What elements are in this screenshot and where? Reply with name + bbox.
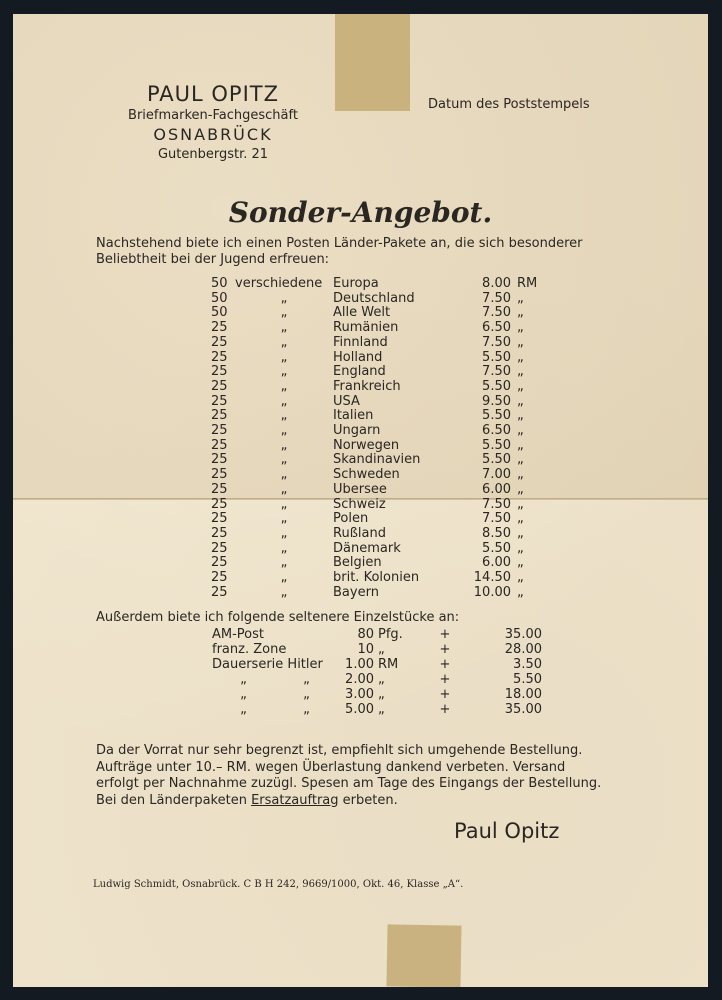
extra-item-plus: +	[439, 702, 451, 717]
package-price: 6.00	[482, 556, 511, 571]
package-count: 25	[211, 585, 228, 600]
extra-item-price: 5.50	[513, 672, 542, 687]
package-count: 50	[211, 277, 228, 291]
package-price: 14.50	[473, 571, 511, 586]
package-unit: „	[517, 335, 524, 350]
package-unit: „	[517, 365, 524, 380]
package-price: 5.50	[482, 350, 511, 365]
extra-item-plus: +	[439, 687, 451, 702]
package-description: „	[280, 365, 288, 380]
package-description: „	[280, 350, 288, 365]
package-description: „	[280, 453, 288, 468]
package-description: „	[280, 585, 288, 600]
package-country: Alle Welt	[333, 306, 391, 321]
package-unit: „	[517, 291, 524, 306]
package-count: 25	[211, 438, 228, 453]
package-price: 8.50	[482, 526, 511, 541]
paper-sheet	[13, 14, 708, 987]
closing-line-4	[96, 793, 676, 810]
package-price: 7.50	[482, 512, 511, 527]
tape-strip-bottom	[386, 924, 461, 987]
extra-item-face-value: 1.00	[345, 657, 374, 672]
package-unit: „	[517, 321, 524, 336]
closing-text	[96, 743, 676, 809]
package-country: Rumänien	[333, 321, 399, 336]
package-price: 7.50	[482, 497, 511, 512]
package-count: 25	[211, 468, 228, 483]
extra-item-name-cell	[212, 657, 338, 672]
package-unit: „	[517, 497, 524, 512]
package-unit: „	[517, 350, 524, 365]
package-unit: „	[517, 453, 524, 468]
package-country: Ungarn	[333, 424, 381, 439]
package-description: „	[280, 424, 288, 439]
package-list	[211, 277, 556, 600]
package-count: 25	[211, 571, 228, 586]
package-country: Bayern	[333, 585, 379, 600]
extra-item-unit: „	[378, 687, 385, 702]
tape-strip-top	[335, 14, 410, 111]
package-description: „	[280, 541, 288, 556]
package-unit: RM	[517, 277, 538, 291]
package-price: 7.50	[482, 365, 511, 380]
package-description: „	[280, 394, 288, 409]
extra-item-name: franz. Zone	[212, 642, 287, 657]
package-country: Holland	[333, 350, 383, 365]
closing-line-2: Aufträge unter 10.– RM. wegen Überlastung dankend verbeten. Versand	[96, 759, 566, 775]
package-country: Italien	[333, 409, 374, 424]
package-description: „	[280, 409, 288, 424]
package-price: 7.50	[482, 306, 511, 321]
package-description: „	[280, 526, 288, 541]
extra-item-face-value: 80	[357, 627, 374, 642]
extra-item-price: 3.50	[513, 657, 542, 672]
extra-item-unit: „	[378, 642, 385, 657]
package-count: 25	[211, 365, 228, 380]
extra-item-plus: +	[439, 627, 451, 642]
package-price: 7.50	[482, 335, 511, 350]
package-count: 25	[211, 497, 228, 512]
extra-item-name-cell	[212, 627, 338, 642]
business-type: Briefmarken-Fachgeschäft	[128, 108, 298, 123]
package-country: USA	[333, 394, 360, 409]
package-description: „	[280, 482, 288, 497]
package-count: 25	[211, 409, 228, 424]
extra-item-ditto-2: „	[303, 687, 310, 702]
package-country: Skandinavien	[333, 453, 421, 468]
city: OSNABRÜCK	[153, 125, 273, 144]
extra-item-name-cell	[212, 702, 338, 717]
extra-item-price: 28.00	[504, 642, 542, 657]
package-count: 25	[211, 335, 228, 350]
company-name: PAUL OPITZ	[146, 82, 280, 106]
package-description: „	[280, 335, 288, 350]
package-count: 25	[211, 512, 228, 527]
package-unit: „	[517, 482, 524, 497]
extra-item-plus: +	[439, 657, 451, 672]
package-unit: „	[517, 512, 524, 527]
extra-item-plus: +	[439, 672, 451, 687]
extra-item-price: 18.00	[504, 687, 542, 702]
extra-item-ditto-1: „	[240, 672, 247, 687]
package-unit: „	[517, 409, 524, 424]
extra-item-price: 35.00	[504, 702, 542, 717]
package-price: 10.00	[473, 585, 511, 600]
intro-text: Nachstehend biete ich einen Posten Länder-Pakete an, die sich besonderer Beliebtheit bei der Jugend erfreuen:	[96, 236, 583, 267]
package-country: brit. Kolonien	[333, 571, 420, 586]
extra-item-name: Dauerserie Hitler	[212, 657, 323, 672]
closing-underlined-word: Ersatzauftrag	[251, 792, 339, 808]
extra-item-ditto-2: „	[303, 672, 310, 687]
package-price: 8.00	[482, 277, 511, 291]
package-description: „	[280, 306, 288, 321]
extra-item-ditto-1: „	[240, 702, 247, 717]
package-description: „	[280, 556, 288, 571]
signature: Paul Opitz	[454, 819, 560, 843]
package-country: Finnland	[333, 335, 388, 350]
package-unit: „	[517, 306, 524, 321]
package-price: 7.00	[482, 468, 511, 483]
package-description: „	[280, 571, 288, 586]
package-price: 6.00	[482, 482, 511, 497]
offer-title: Sonder-Angebot.	[228, 196, 493, 229]
extra-item-name-cell	[212, 672, 338, 687]
package-count: 50	[211, 306, 228, 321]
package-price: 5.50	[482, 409, 511, 424]
street-address: Gutenbergstr. 21	[157, 147, 269, 162]
package-description: „	[280, 379, 288, 394]
package-unit: „	[517, 571, 524, 586]
extra-item-unit: Pfg.	[378, 627, 403, 642]
package-count: 25	[211, 541, 228, 556]
package-price: 5.50	[482, 453, 511, 468]
letterhead	[88, 82, 338, 164]
package-country: Schweiz	[333, 497, 386, 512]
extra-item-name-cell	[212, 642, 338, 657]
package-price: 5.50	[482, 379, 511, 394]
package-unit: „	[517, 394, 524, 409]
extra-item-face-value: 10	[357, 642, 374, 657]
extras-intro: Außerdem biete ich folgende seltenere Einzelstücke an:	[96, 610, 460, 625]
package-country: Polen	[333, 512, 369, 527]
extra-item-plus: +	[439, 642, 451, 657]
extras-list	[212, 627, 542, 717]
extra-item-name-cell	[212, 687, 338, 702]
package-count: 25	[211, 482, 228, 497]
package-price: 6.50	[482, 424, 511, 439]
package-country: Übersee	[333, 482, 387, 497]
extra-item-face-value: 2.00	[345, 672, 374, 687]
package-count: 25	[211, 350, 228, 365]
extra-item-price: 35.00	[504, 627, 542, 642]
package-description: „	[280, 512, 288, 527]
package-country: Norwegen	[333, 438, 400, 453]
package-description: „	[280, 468, 288, 483]
package-country: Schweden	[333, 468, 400, 483]
package-unit: „	[517, 585, 524, 600]
package-price: 5.50	[482, 438, 511, 453]
package-description: „	[280, 438, 288, 453]
package-unit: „	[517, 379, 524, 394]
package-description: „	[280, 291, 288, 306]
closing-line-1: Da der Vorrat nur sehr begrenzt ist, empfiehlt sich umgehende Bestellung.	[96, 743, 583, 758]
package-count: 25	[211, 556, 228, 571]
package-count: 25	[211, 424, 228, 439]
closing-line-3: erfolgt per Nachnahme zuzügl. Spesen am Tage des Eingangs der Bestellung.	[96, 776, 602, 791]
package-price: 7.50	[482, 291, 511, 306]
extra-item-unit: RM	[378, 657, 399, 672]
package-price: 6.50	[482, 321, 511, 336]
package-country: Frankreich	[333, 379, 401, 394]
package-count: 25	[211, 321, 228, 336]
package-count: 25	[211, 379, 228, 394]
package-count: 50	[211, 291, 228, 306]
extra-item-face-value: 3.00	[345, 687, 374, 702]
package-country: Rußland	[333, 526, 386, 541]
extra-item-ditto-2: „	[303, 702, 310, 717]
extra-item-unit: „	[378, 672, 385, 687]
extra-item-ditto-1: „	[240, 687, 247, 702]
package-country: Europa	[333, 277, 379, 291]
package-unit: „	[517, 526, 524, 541]
package-unit: „	[517, 541, 524, 556]
closing-line-4-prefix: Bei den Länderpaketen	[96, 792, 252, 808]
package-unit: „	[517, 424, 524, 439]
package-country: England	[333, 365, 386, 380]
package-country: Belgien	[333, 556, 382, 571]
package-country: Dänemark	[333, 541, 401, 556]
package-count: 25	[211, 526, 228, 541]
extra-item-name: AM-Post	[212, 627, 264, 642]
package-description: „	[280, 497, 288, 512]
package-unit: „	[517, 438, 524, 453]
extra-item-unit: „	[378, 702, 385, 717]
package-country: Deutschland	[333, 291, 415, 306]
date-label: Datum des Poststempels	[428, 97, 590, 112]
package-count: 25	[211, 453, 228, 468]
package-description: verschiedene	[235, 277, 323, 291]
printer-note: Ludwig Schmidt, Osnabrück. C B H 242, 9669/1000, Okt. 46, Klasse „A“.	[93, 879, 464, 890]
extra-item-face-value: 5.00	[345, 702, 374, 717]
package-unit: „	[517, 468, 524, 483]
package-description: „	[280, 321, 288, 336]
closing-line-4-suffix: erbeten.	[338, 792, 398, 808]
package-price: 9.50	[482, 394, 511, 409]
package-unit: „	[517, 556, 524, 571]
package-price: 5.50	[482, 541, 511, 556]
package-count: 25	[211, 394, 228, 409]
